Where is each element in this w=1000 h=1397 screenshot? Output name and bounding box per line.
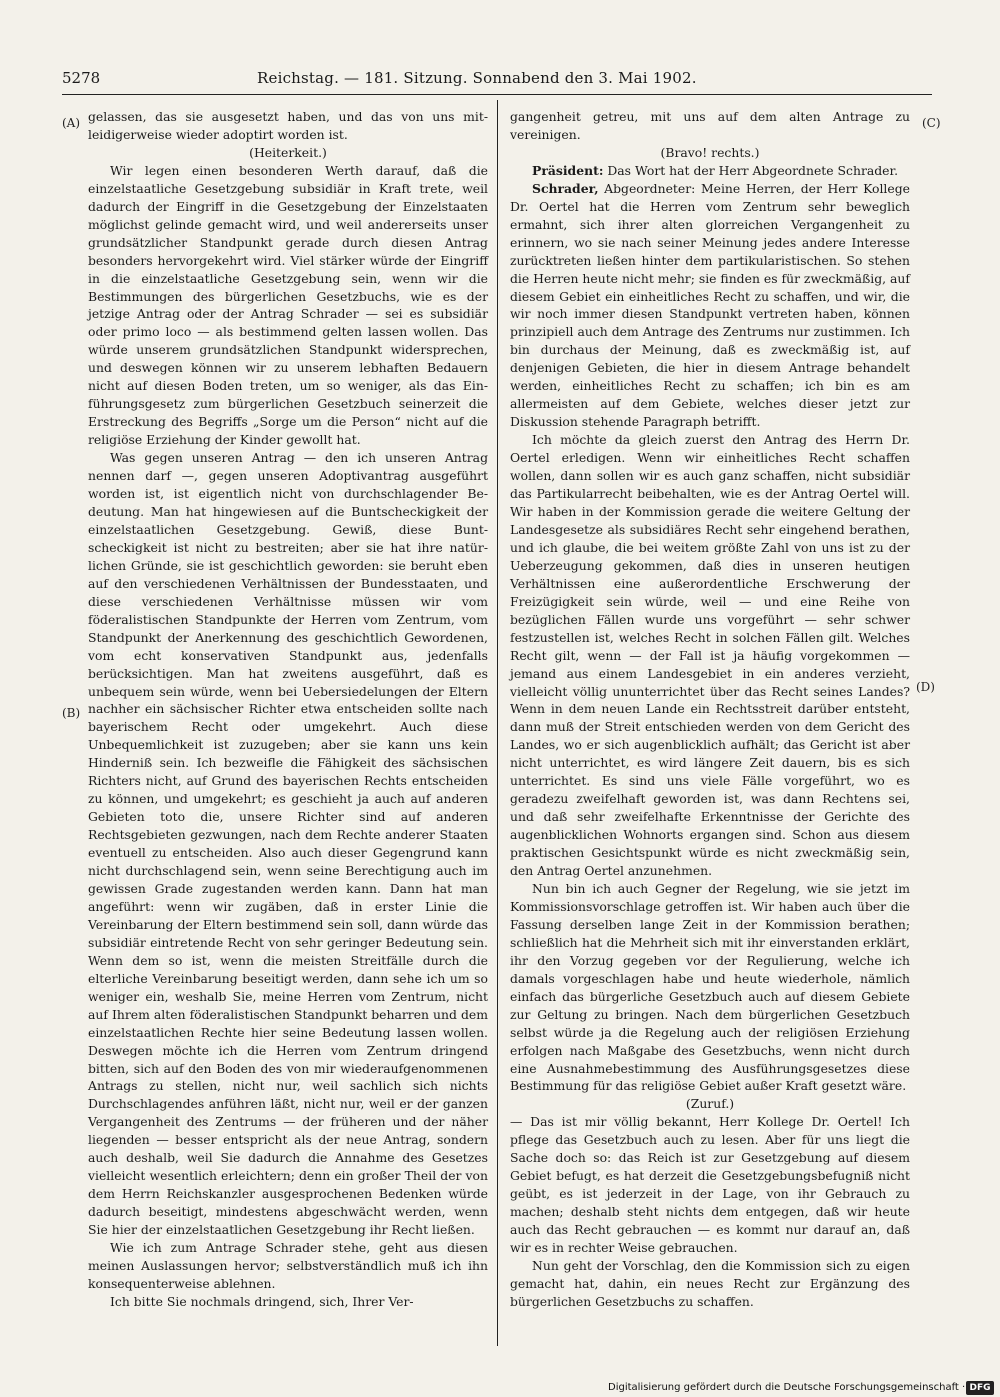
paragraph: gangenheit getreu, mit uns auf dem alten Antrage zu vereinigen. bbox=[510, 109, 910, 142]
paragraph: Ich möchte da gleich zuerst den Antrag des Herrn Dr. Oertel erledigen. Wenn wir einheitliches Recht schaffen wollen, dann sollen wir es auch ganz schaffen, nicht subsidiär das Partikularrecht beibehalten, wie es der Antrag Oertel will. Wir haben in der Kommission gerade die weitere Geltung der Landesgesetze als subsidiäres Recht sehr eingehend berathen, und ich glaube, die bei weitem größte Zahl von uns ist zu der Ueberzeugung gekommen, daß dies in unseren heutigen Verhältnissen eine außerordentliche Erschwerung der Freizügigkeit sein würde, weil — und eine Reihe von bezüglichen Fällen wurde uns vorgeführt — sehr schwer festzustellen ist, welches Recht in solchen Fällen gilt. Welches Recht gilt, wenn — der Fall ist ja häufig vorgekommen — jemand aus einem Landesgebiet in ein anderes verzieht, vielleicht völlig ununterrichtet über das Recht seines Landes? Wenn in dem neuen Lande ein Rechtsstreit darüber entsteht, dann muß der Streit entschieden werden von dem Gericht des Landes, wo er sich augenblicklich aufhält; das Gericht ist aber nicht unterrichtet, es wird längere Zeit dauern, bis es sich unterrichtet. Es sind uns viele Fälle vorgeführt, wo es geradezu zweifelhaft geworden ist, was dann Rechtens sei, und daß sehr zweifelhafte Erkenntnisse der Gerichte des augenblicklichen Wohnorts ergangen sind. Schon aus diesem praktischen Gesichtspunkt würde es nicht zweckmäßig sein, den Antrag Oertel anzunehmen. bbox=[510, 432, 910, 879]
paragraph: Schrader, Abgeordneter: Meine Herren, der Herr Kollege Dr. Oertel hat die Herren vom Zentrum sehr beweglich ermahnt, sich ihrer alten glorreichen Vergangenheit zu erinnern, wo sie nach seiner Meinung jedes andere Interesse zurücktreten ließen hinter dem partikularistischen. So stehen die Herren heute nicht mehr; sie finden es für zweckmäßig, auf diesem Gebiet ein einheitliches Recht zu schaffen, und wir, die wir noch immer diesen Standpunkt vertreten haben, können prinzipiell auch dem Antrage des Zentrums nur zustimmen. Ich bin durchaus der Meinung, daß es zweckmäßig ist, auf denjenigen Gebieten, die hier in diesem Antrage behandelt werden, einheitliches Recht zu schaffen; ich bin es am allermeisten auf dem Gebiete, welches dieser jetzt zur Diskussion stehende Paragraph betrifft. bbox=[510, 180, 910, 430]
paragraph: Wie ich zum Antrage Schrader stehe, geht aus diesen meinen Auslassungen hervor; selbstverständlich muß ich ihn konsequenterweise ablehnen. bbox=[88, 1240, 488, 1291]
digitization-footer bbox=[608, 1379, 998, 1397]
page-title: Reichstag. — 181. Sitzung. Sonnabend den 3. Mai 1902. bbox=[257, 69, 697, 87]
page-header bbox=[62, 66, 932, 95]
interjection: (Bravo! rechts.) bbox=[660, 144, 760, 160]
paragraph: Präsident: Das Wort hat der Herr Abgeordnete Schrader. bbox=[532, 162, 899, 178]
margin-marker-c: (C) bbox=[922, 116, 941, 130]
paragraph: gelassen, das sie ausgesetzt haben, und das von uns mitleidigerweise wieder adoptirt worden ist. bbox=[88, 109, 488, 142]
paragraph: Nun bin ich auch Gegner der Regelung, wie sie jetzt im Kommissionsvorschlage getroffen ist. Wir haben auch über die Fassung derselben lange Zeit in der Kommission berathen; schließlich hat die Mehrheit sich mit ihr einverstanden erklärt, ihr den Vorzug gegeben vor der Regulierung, welche ich damals vorgeschlagen habe und heute wiederhole, nämlich einfach das bürgerliche Gesetzbuch auch auf diesem Gebiete zur Geltung zu bringen. Nach dem bürgerlichen Gesetzbuch selbst würde ja die Regelung auch der religiösen Erziehung erfolgen nach Maßgabe des Gesetzbuchs, wenn nicht durch eine Ausnahmebestimmung des Ausführungsgesetzes diese Bestimmung für das religiöse Gebiet außer Kraft gesetzt wäre. bbox=[510, 880, 910, 1094]
speaker-name: Schrader, bbox=[532, 180, 599, 196]
paragraph: Was gegen unseren Antrag — den ich unseren Antrag nennen darf —, gegen unseren Adoptivantrag ausgeführt worden ist, ist eigentlich nicht von durchschlagender Bedeutung. Man hat hingewiesen auf die Buntscheckigkeit der einzelstaatlichen Gesetzgebung. Gewiß, diese Buntscheckigkeit ist nicht zu bestreiten; aber sie hat ihre natürlichen Gründe, sie ist geschichtlich geworden: sie beruht eben auf den verschiedenen Verhältnissen der Bundesstaaten, und diese verschiedenen Verhältnisse müssen wir vom föderalistischen Standpunkte der Herren vom Zentrum, vom Standpunkt der Anerkennung des geschichtlich Gewordenen, vom echt konservativen Standpunkt aus, jedenfalls berücksichtigen. Man hat zweitens ausgeführt, daß es unbequem sein würde, wenn bei Uebersiedelungen der Eltern nachher ein sächsischer Richter etwa entscheiden sollte nach bayerischem Recht oder umgekehrt. Auch diese Unbequemlichkeit ist zuzugeben; aber sie kann uns kein Hinderniß sein. Ich bezweifle die Fähigkeit des sächsischen Richters nicht, auf Grund des bayerischen Rechts entscheiden zu können, und umgekehrt; es geschieht ja auch auf anderen Gebieten toto die, unsere Richter sind auf anderen Rechtsgebieten gezwungen, nach dem Rechte anderer Staaten eventuell zu entscheiden. Also auch dieser Gegengrund kann nicht durchschlagend sein, wenn seine Berechtigung auch im gewissen Grade zugestanden werden kann. Dann hat man angeführt: wenn wir zugäben, daß in erster Linie die Vereinbarung der Eltern bestimmend sein soll, dann würde das subsidiär eintretende Recht von sehr geringer Bedeutung sein. Wenn dem so ist, wenn die meisten Streitfälle durch die elterliche Vereinbarung beseitigt werden, dann sehe ich um so weniger ein, weshalb Sie, meine Herren vom Zentrum, nicht auf Ihrem alten föderalistischen Standpunkt beharren und dem einzelstaatlichen Rechte hier seine Bedeutung lassen wollen. Deswegen möchte ich die Herren vom Zentrum dringend bitten, sich auf den Boden des von mir wiederaufgenommenen Antrags zu stellen, nicht nur, weil sachlich sich nichts Durchschlagendes anführen läßt, nicht nur, weil er der ganzen Vergangenheit des Zentrums — der früheren und der näher liegenden — besser entspricht als der neue Antrag, sondern auch deshalb, weil Sie dadurch die Annahme des Gesetzes vielleicht wesentlich erleichtern; denn ein großer Theil der von dem Herrn Reichskanzler ausgesprochenen Bedenken würde dadurch beseitigt, mindestens abgeschwächt werden, wenn Sie hier der einzelstaatlichen Gesetzgebung ihr Recht ließen. bbox=[88, 450, 488, 1238]
footer-text: Digitalisierung gefördert durch die Deutsche Forschungsgemeinschaft · bbox=[608, 1382, 966, 1393]
interjection: (Zuruf.) bbox=[685, 1096, 735, 1112]
margin-marker-b: (B) bbox=[62, 706, 81, 720]
paragraph: — Das ist mir völlig bekannt, Herr Kollege Dr. Oertel! Ich pflege das Gesetzbuch auch zu lesen. Aber für uns liegt die Sache doch so: das Reich ist zur Gesetzgebung auf diesem Gebiet befugt, es hat derzeit die Gesetzgebungsbefugniß nicht geübt, es ist jederzeit in der Lage, von ihr Gebrauch zu machen; deshalb steht nichts dem entgegen, daß wir heute auch das Recht gebrauchen — es kommt nur darauf an, daß wir es in rechter Weise gebrauchen. bbox=[510, 1114, 910, 1256]
margin-marker-d: (D) bbox=[916, 680, 935, 694]
right-column bbox=[510, 108, 910, 1311]
column-divider bbox=[497, 100, 498, 1346]
interjection: (Heiterkeit.) bbox=[249, 144, 327, 160]
left-column bbox=[88, 108, 488, 1311]
dfg-logo: DFG bbox=[966, 1381, 994, 1395]
margin-marker-a: (A) bbox=[62, 116, 81, 130]
paragraph: Nun geht der Vorschlag, den die Kommission sich zu eigen gemacht hat, dahin, ein neues Recht zur Ergänzung des bürgerlichen Gesetzbuchs zu schaffen. bbox=[510, 1258, 910, 1309]
page-number: 5278 bbox=[62, 69, 101, 87]
paragraph: Ich bitte Sie nochmals dringend, sich, Ihrer Ver- bbox=[110, 1293, 414, 1309]
paragraph: Wir legen einen besonderen Werth darauf, daß die einzelstaatliche Gesetzgebung subsidiär in Kraft trete, weil dadurch der Eingriff in die Gesetzgebung der Einzelstaaten möglichst gelinde gemacht wird, und weil andererseits unser grundsätzlicher Standpunkt gerade durch diesen Antrag besonders hervorgekehrt wird. Viel stärker würde der Eingriff in die einzelstaatliche Gesetzgebung sein, wenn wir die Bestimmungen des bürgerlichen Gesetzbuchs, wie es der jetzige Antrag oder der Antrag Schrader — sei es subsidiär oder primo loco — als bestimmend gelten lassen wollen. Das würde unserem grundsätzlichen Standpunkt widersprechen, und deswegen können wir zu unserem lebhaften Bedauern nicht auf diesen Boden treten, um so weniger, als das Einführungsgesetz zum bürgerlichen Gesetzbuch seinerzeit die Erstreckung des Begriffs „Sorge um die Person“ nicht auf die religiöse Erziehung der Kinder gewollt hat. bbox=[88, 162, 488, 448]
speaker-name: Präsident: bbox=[532, 162, 604, 178]
